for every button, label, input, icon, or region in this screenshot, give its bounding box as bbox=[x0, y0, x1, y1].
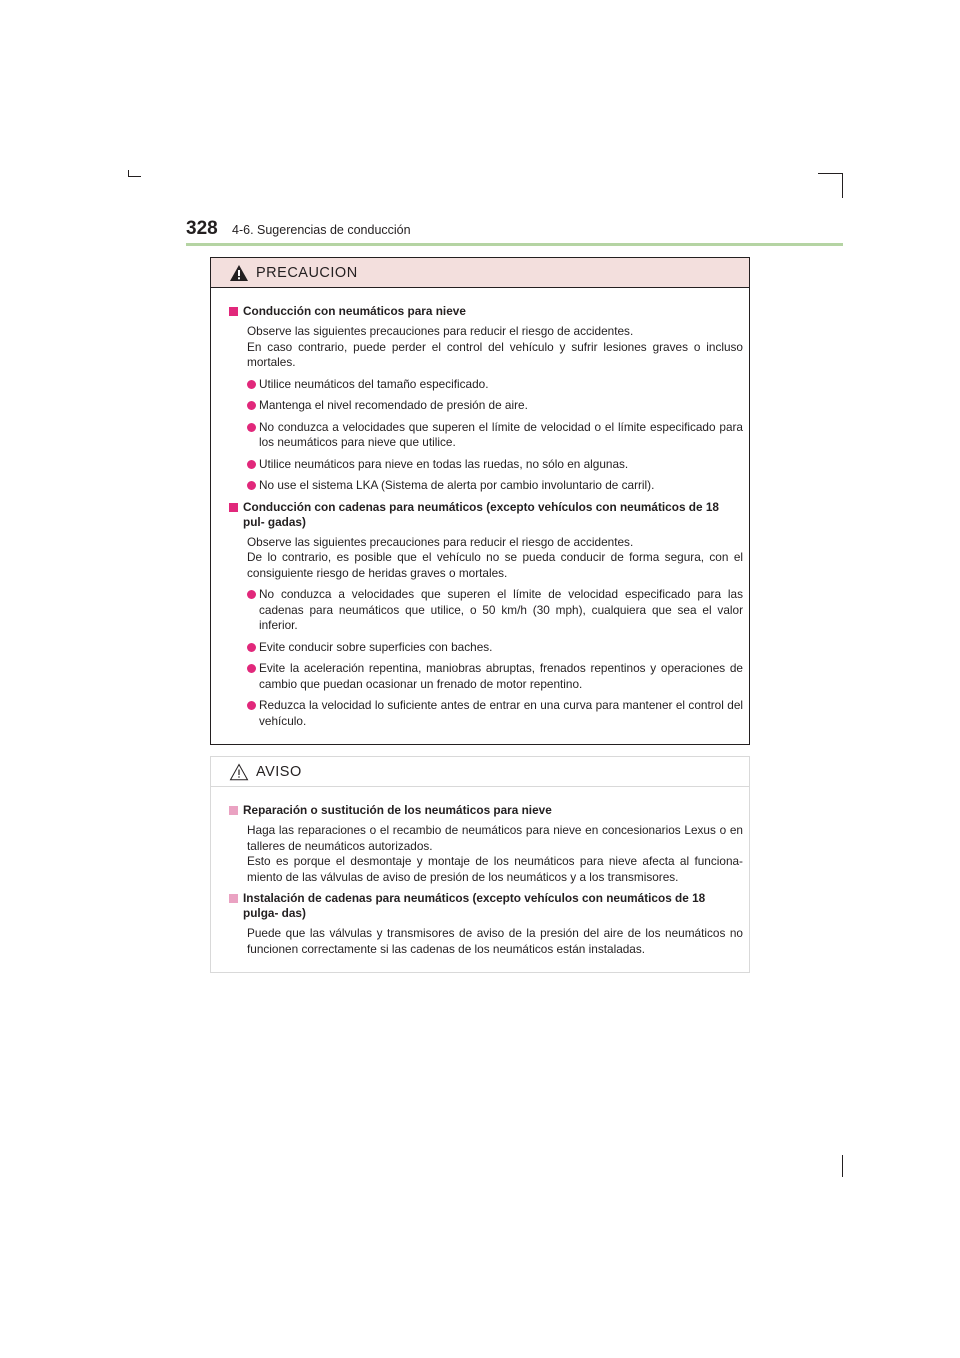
caution-bullet: Mantenga el nivel recomendado de presión de aire. bbox=[229, 398, 743, 414]
caution-section-title: Conducción con cadenas para neumáticos (excepto vehículos con neumáticos de 18 pul- gadas) bbox=[229, 500, 743, 530]
round-bullet-icon bbox=[247, 460, 256, 469]
notice-box bbox=[210, 756, 750, 973]
caution-paragraph: De lo contrario, es posible que el vehículo no se pueda conducir de forma segura, con el consiguiente riesgo de heridas graves o mortales. bbox=[247, 550, 743, 580]
round-bullet-icon bbox=[247, 643, 256, 652]
crop-mark-top-left-tick bbox=[128, 170, 129, 176]
warning-triangle-outline-icon bbox=[229, 763, 249, 781]
notice-section-title: Reparación o sustitución de los neumáticos para nieve bbox=[229, 803, 743, 818]
notice-title: AVISO bbox=[256, 763, 302, 780]
caution-section-title: Conducción con neumáticos para nieve bbox=[229, 304, 743, 319]
crop-mark-top-left bbox=[128, 176, 141, 177]
caution-bullet: Utilice neumáticos del tamaño especificado. bbox=[229, 377, 743, 393]
notice-paragraph: Haga las reparaciones o el recambio de neumáticos para nieve en concesionarios Lexus o en talleres de neumáticos autorizados. bbox=[247, 823, 743, 853]
caution-paragraph: Observe las siguientes precauciones para reducir el riesgo de accidentes. bbox=[247, 324, 634, 338]
notice-paragraph: Puede que las válvulas y transmisores de aviso de la presión del aire de los neumáticos no funcionen correctamente si las cadenas de los neumáticos están instaladas. bbox=[247, 926, 743, 956]
caution-bullet: No use el sistema LKA (Sistema de alerta por cambio involuntario de carril). bbox=[229, 478, 743, 494]
round-bullet-icon bbox=[247, 401, 256, 410]
page-number: 328 bbox=[186, 218, 218, 239]
round-bullet-icon bbox=[247, 590, 256, 599]
caution-bullet: No conduzca a velocidades que superen el límite de velocidad especificado para las cadenas para neumáticos que utilice, o 50 km/h (30 mph), cualquiera que sea el valor inferior. bbox=[229, 587, 743, 634]
caution-title: PRECAUCION bbox=[256, 264, 358, 281]
notice-section-title: Instalación de cadenas para neumáticos (excepto vehículos con neumáticos de 18 pulga- das) bbox=[229, 891, 743, 921]
square-bullet-icon bbox=[229, 894, 238, 903]
square-bullet-icon bbox=[229, 307, 238, 316]
warning-triangle-filled-icon bbox=[229, 264, 249, 282]
crop-mark-top-right bbox=[818, 173, 842, 174]
caution-bullet: Reduzca la velocidad lo suficiente antes de entrar en una curva para mantener el control del vehículo. bbox=[229, 698, 743, 729]
caution-bullet: No conduzca a velocidades que superen el límite de velocidad o el límite especificado para los neumáticos para nieve que utilice. bbox=[229, 420, 743, 451]
round-bullet-icon bbox=[247, 380, 256, 389]
crop-mark-top-right-vertical bbox=[842, 173, 843, 198]
round-bullet-icon bbox=[247, 481, 256, 490]
caution-body bbox=[211, 288, 749, 729]
notice-header bbox=[211, 757, 749, 787]
round-bullet-icon bbox=[247, 664, 256, 673]
caution-paragraph: Observe las siguientes precauciones para reducir el riesgo de accidentes. bbox=[247, 534, 634, 549]
section-title: 4-6. Sugerencias de conducción bbox=[232, 223, 411, 237]
page-header bbox=[186, 218, 843, 244]
notice-paragraph: Esto es porque el desmontaje y montaje de los neumáticos para nieve afecta al funciona- miento de las válvulas de aviso de presión de los neumáticos y a los transmisores. bbox=[247, 854, 743, 884]
caution-box bbox=[210, 257, 750, 745]
round-bullet-icon bbox=[247, 701, 256, 710]
caution-header bbox=[211, 258, 749, 288]
square-bullet-icon bbox=[229, 806, 238, 815]
crop-mark-bottom-right bbox=[842, 1155, 843, 1177]
notice-body bbox=[211, 787, 749, 957]
caution-bullet: Evite conducir sobre superficies con baches. bbox=[229, 640, 743, 656]
square-bullet-icon bbox=[229, 503, 238, 512]
header-rule bbox=[186, 243, 843, 246]
caution-bullet: Utilice neumáticos para nieve en todas las ruedas, no sólo en algunas. bbox=[229, 457, 743, 473]
round-bullet-icon bbox=[247, 423, 256, 432]
caution-paragraph: En caso contrario, puede perder el control del vehículo y sufrir lesiones graves o incluso mortales. bbox=[247, 339, 743, 369]
caution-bullet: Evite la aceleración repentina, maniobras abruptas, frenados repentinos y operaciones de cambio que puedan ocasionar un frenado de motor repentino. bbox=[229, 661, 743, 692]
